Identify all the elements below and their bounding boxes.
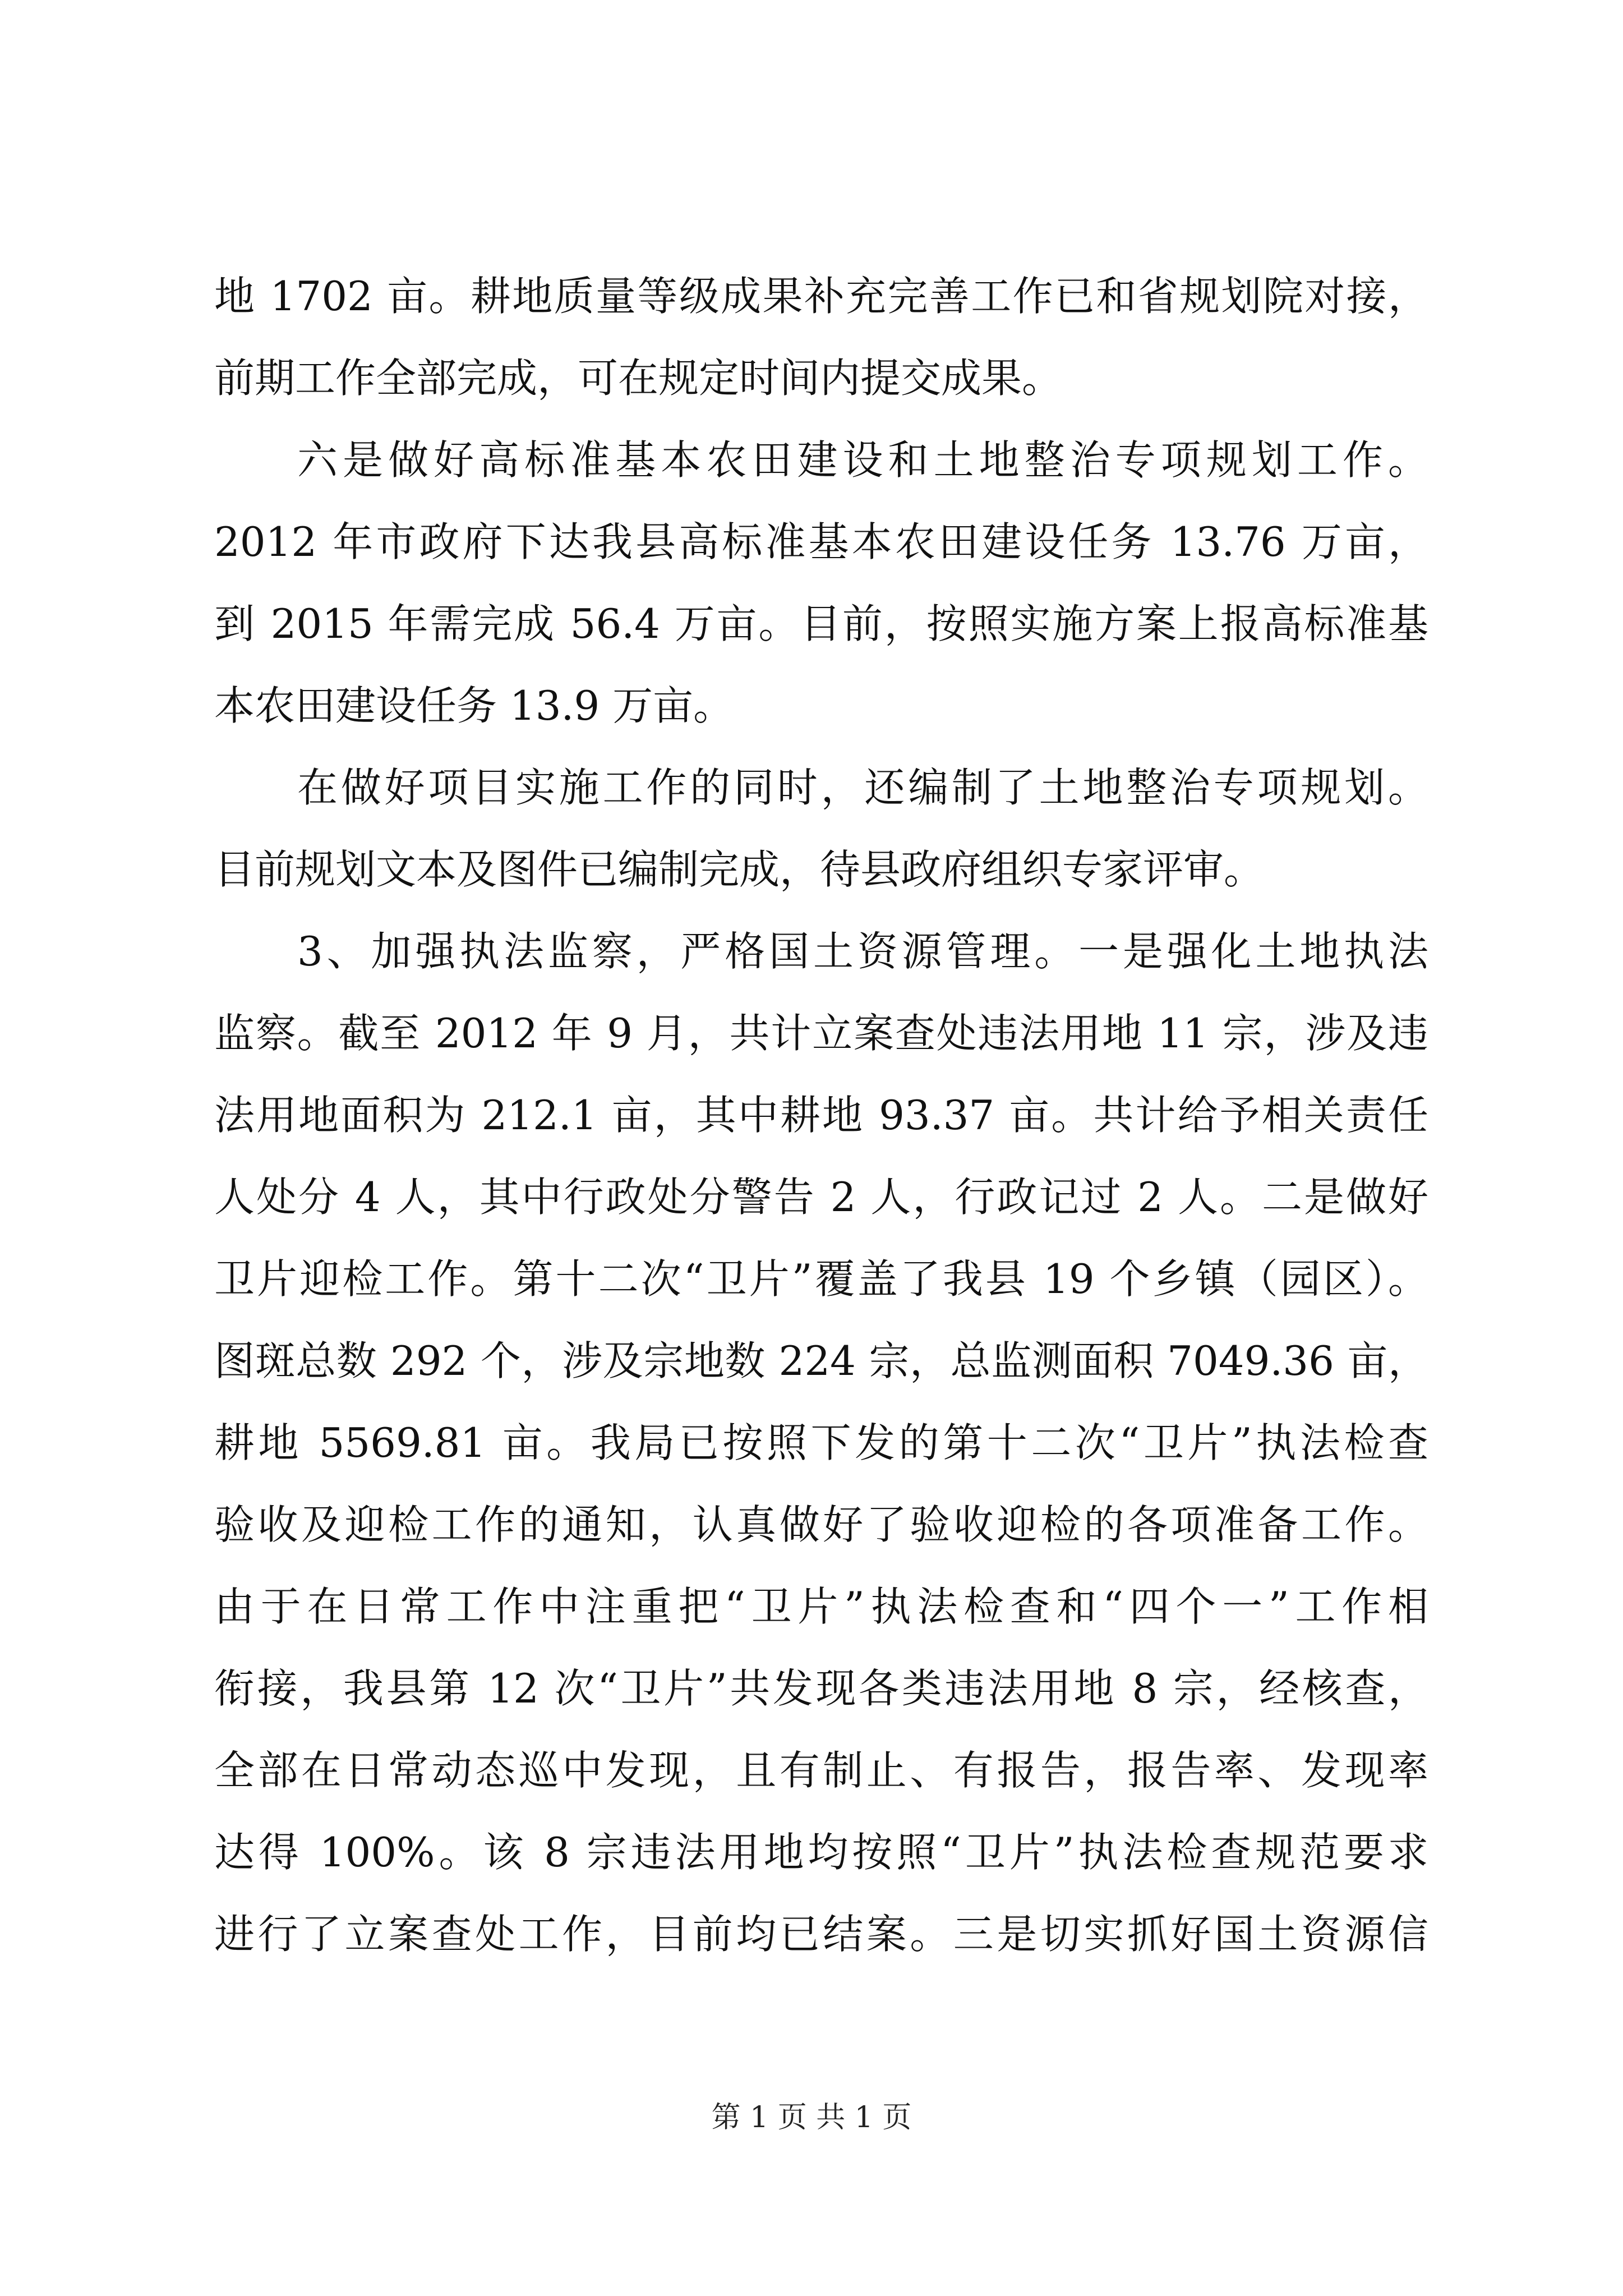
text-line: 六是做好高标准基本农田建设和土地整治专项规划工作。 bbox=[297, 436, 1428, 484]
text-line: 本农田建设任务 13.9 万亩。 bbox=[214, 682, 734, 729]
text-line: 由于在日常工作中注重把“卫片”执法检查和“四个一”工作相 bbox=[214, 1583, 1428, 1630]
text-line: 耕地 5569.81 亩。我局已按照下发的第十二次“卫片”执法检查 bbox=[214, 1419, 1428, 1466]
text-line: 前期工作全部完成，可在规定时间内提交成果。 bbox=[214, 355, 1063, 402]
text-line: 2012 年市政府下达我县高标准基本农田建设任务 13.76 万亩， bbox=[214, 518, 1428, 565]
page-footer: 第 1 页 共 1 页 bbox=[711, 2101, 912, 2134]
text-line: 目前规划文本及图件已编制完成，待县政府组织专家评审。 bbox=[214, 846, 1265, 893]
text-line: 人处分 4 人，其中行政处分警告 2 人，行政记过 2 人。二是做好 bbox=[214, 1174, 1428, 1221]
text-line: 3、加强执法监察，严格国土资源管理。一是强化土地执法 bbox=[297, 928, 1428, 975]
text-line: 在做好项目实施工作的同时，还编制了土地整治专项规划。 bbox=[297, 764, 1428, 811]
text-line: 地 1702 亩。耕地质量等级成果补充完善工作已和省规划院对接， bbox=[214, 273, 1428, 320]
text-line: 进行了立案查处工作，目前均已结案。三是切实抓好国土资源信 bbox=[214, 1911, 1428, 1958]
text-line: 验收及迎检工作的通知，认真做好了验收迎检的各项准备工作。 bbox=[214, 1501, 1428, 1548]
text-line: 图斑总数 292 个，涉及宗地数 224 宗，总监测面积 7049.36 亩， bbox=[214, 1337, 1428, 1384]
text-line: 卫片迎检工作。第十二次“卫片”覆盖了我县 19 个乡镇（园区）。 bbox=[214, 1255, 1428, 1303]
text-line: 全部在日常动态巡中发现，且有制止、有报告，报告率、发现率 bbox=[214, 1747, 1428, 1794]
text-line: 到 2015 年需完成 56.4 万亩。目前，按照实施方案上报高标准基 bbox=[214, 600, 1428, 647]
text-line: 达得 100%。该 8 宗违法用地均按照“卫片”执法检查规范要求 bbox=[214, 1829, 1428, 1876]
text-line: 监察。截至 2012 年 9 月，共计立案查处违法用地 11 宗，涉及违 bbox=[214, 1010, 1428, 1057]
text-line: 法用地面积为 212.1 亩，其中耕地 93.37 亩。共计给予相关责任 bbox=[214, 1092, 1428, 1139]
text-line: 衔接，我县第 12 次“卫片”共发现各类违法用地 8 宗，经核查， bbox=[214, 1665, 1428, 1712]
document-body bbox=[214, 255, 1428, 1975]
